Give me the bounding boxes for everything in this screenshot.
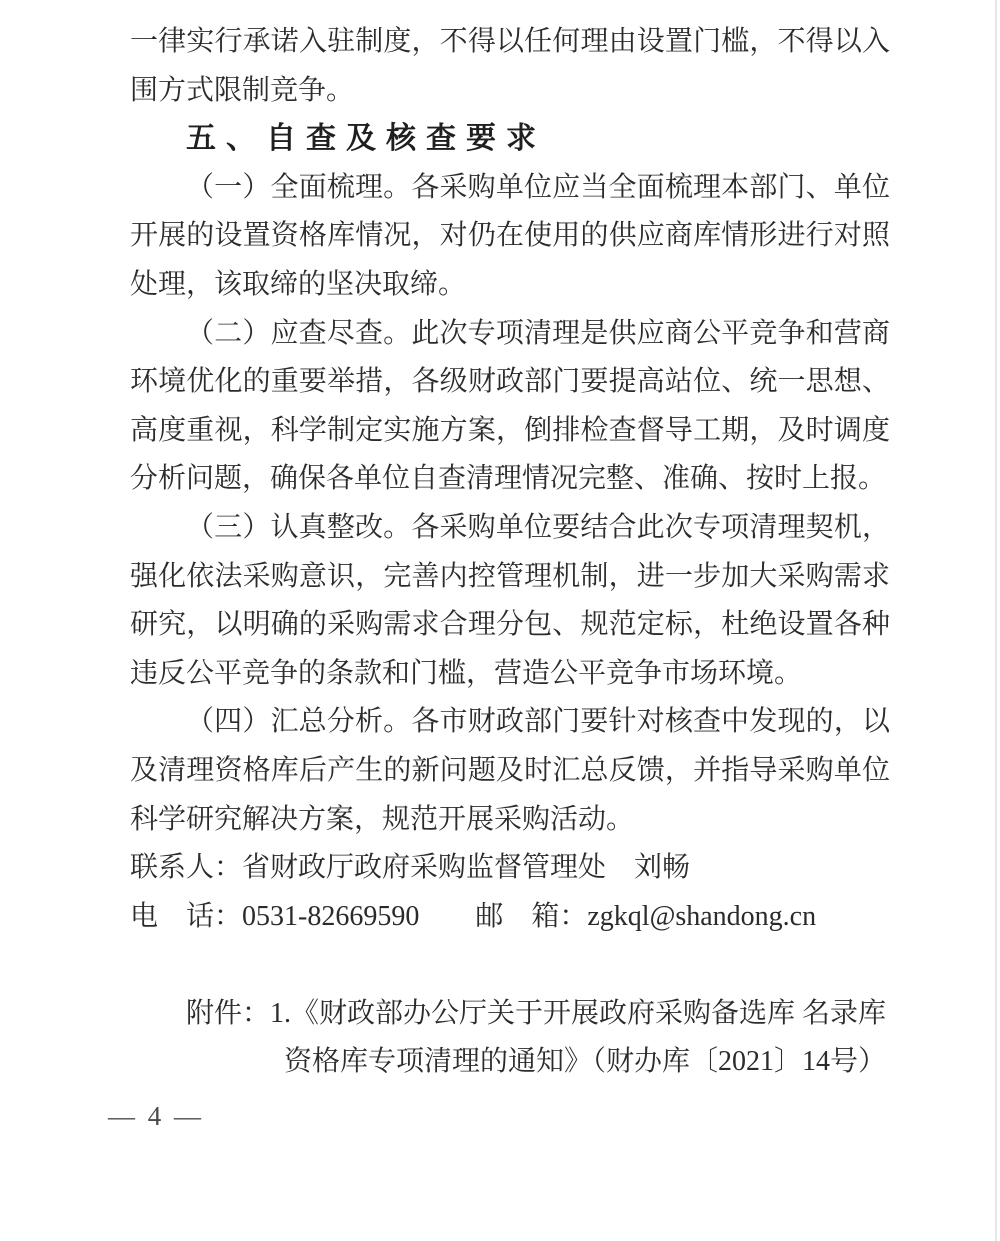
paragraph-item-2: （二）应查尽查。此次专项清理是供应商公平竞争和营商环境优化的重要举措，各级财政部门要提高站位、统一思想、高度重视，科学制定实施方案，倒排检查督导工期，及时调度分析问题，确保各单位自查清理情况完整、准确、按时上报。 (130, 317, 890, 495)
contact-person-org: 省财政厅政府采购监督管理处 (242, 852, 607, 884)
paragraph-item-4: （四）汇总分析。各市财政部门要针对核查中发现的，以及清理资格库后产生的新问题及时汇总反馈，并指导采购单位科学研究解决方案，规范开展采购活动。 (130, 706, 890, 835)
attachment-line-2: 资格库专项清理的通知》（财办库〔2021〕14号） (284, 1046, 887, 1078)
paragraph-item-1: （一）全面梳理。各采购单位应当全面梳理本部门、单位开展的设置资格库情况，对仍在使用的供应商库情形进行对照处理，该取缔的坚决取缔。 (130, 171, 890, 300)
attachment-section (130, 990, 890, 1087)
page-number: — 4 — (108, 1101, 201, 1131)
phone-value: 0531-82669590 (242, 900, 420, 932)
paragraph-item-3: （三）认真整改。各采购单位要结合此次专项清理契机，强化依法采购意识，完善内控管理机制，进一步加大采购需求研究，以明确的采购需求合理分包、规范定标，杜绝设置各种违反公平竞争的条款和门槛，营造公平竞争市场环境。 (130, 511, 890, 689)
email-value: zgkql@shandong.cn (587, 900, 817, 932)
contact-person-label: 联系人： (130, 852, 243, 884)
contact-person-line (130, 844, 890, 893)
contact-phone-email-line (130, 893, 890, 942)
attachment-line-1: 附件：1.《财政部办公厅关于开展政府采购备选库 名录库 (186, 997, 887, 1029)
document-body (130, 18, 890, 1087)
section-heading: 五、自查及核查要求 (186, 122, 546, 156)
scan-edge-artifact (995, 0, 997, 1241)
paragraph-continuation: 一律实行承诺入驻制度，不得以任何理由设置门槛，不得以入围方式限制竞争。 (130, 26, 890, 106)
email-label: 邮 箱： (475, 900, 588, 932)
phone-label: 电 话： (130, 900, 243, 932)
contact-person-name: 刘畅 (634, 852, 691, 884)
